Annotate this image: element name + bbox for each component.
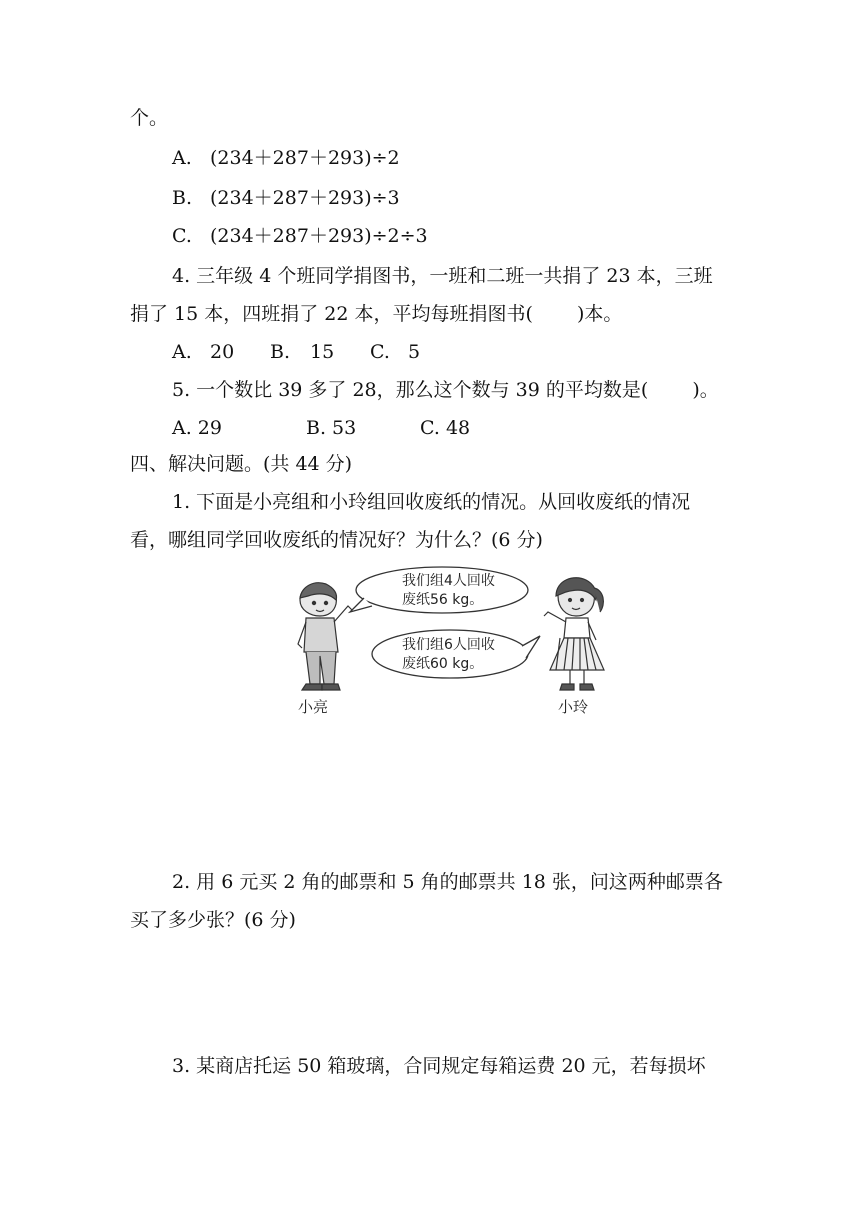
q3-tail-text: 个。 bbox=[130, 107, 169, 129]
bubble-1-line1: 我们组4人回收 bbox=[402, 573, 495, 589]
p1-text-line1: 1. 下面是小亮组和小玲组回收废纸的情况。从回收废纸的情况 bbox=[172, 491, 691, 513]
p3-text-line1: 3. 某商店托运 50 箱玻璃，合同规定每箱运费 20 元，若每损坏 bbox=[172, 1055, 706, 1077]
q4-option-a-text: 20 bbox=[210, 341, 235, 363]
girl-name-label: 小玲 bbox=[558, 698, 589, 716]
section-4-heading: 四、解决问题。(共 44 分) bbox=[130, 453, 353, 475]
p1-text-line2: 看，哪组同学回收废纸的情况好？为什么？(6 分) bbox=[130, 529, 543, 551]
girl-figure bbox=[544, 578, 604, 690]
boy-figure bbox=[298, 583, 352, 690]
q4-option-a-letter: A. bbox=[172, 341, 192, 363]
q3-option-b-letter: B. bbox=[172, 187, 193, 209]
p2-text-line2: 买了多少张？(6 分) bbox=[130, 909, 296, 931]
p1-illustration bbox=[294, 566, 608, 720]
bubble-2-line2: 废纸60 kg。 bbox=[402, 656, 484, 672]
q4-option-b-letter: B. bbox=[270, 341, 291, 363]
q4-text-line2: 捐了 15 本，四班捐了 22 本，平均每班捐图书( )本。 bbox=[130, 303, 623, 325]
q5-option-a: A. 29 bbox=[172, 417, 222, 439]
q3-option-c-text: (234＋287＋293)÷2÷3 bbox=[210, 225, 428, 247]
q3-option-b-text: (234＋287＋293)÷3 bbox=[210, 187, 400, 209]
q3-option-c-letter: C. bbox=[172, 225, 192, 247]
p2-text-line1: 2. 用 6 元买 2 角的邮票和 5 角的邮票共 18 张，问这两种邮票各 bbox=[172, 871, 723, 893]
q3-option-a-letter: A. bbox=[172, 147, 192, 169]
q5-option-b: B. 53 bbox=[306, 417, 357, 439]
q5-option-c: C. 48 bbox=[420, 417, 471, 439]
bubble-2-line1: 我们组6人回收 bbox=[402, 637, 495, 653]
q4-option-c-letter: C. bbox=[370, 341, 390, 363]
boy-name-label: 小亮 bbox=[298, 698, 329, 716]
q4-option-c-text: 5 bbox=[408, 341, 421, 363]
q3-option-a-text: (234＋287＋293)÷2 bbox=[210, 147, 400, 169]
q5-text-line1: 5. 一个数比 39 多了 28，那么这个数与 39 的平均数是( )。 bbox=[172, 379, 719, 401]
q4-text-line1: 4. 三年级 4 个班同学捐图书，一班和二班一共捐了 23 本，三班 bbox=[172, 265, 713, 287]
q4-option-b-text: 15 bbox=[310, 341, 335, 363]
bubble-1-line2: 废纸56 kg。 bbox=[402, 592, 484, 608]
